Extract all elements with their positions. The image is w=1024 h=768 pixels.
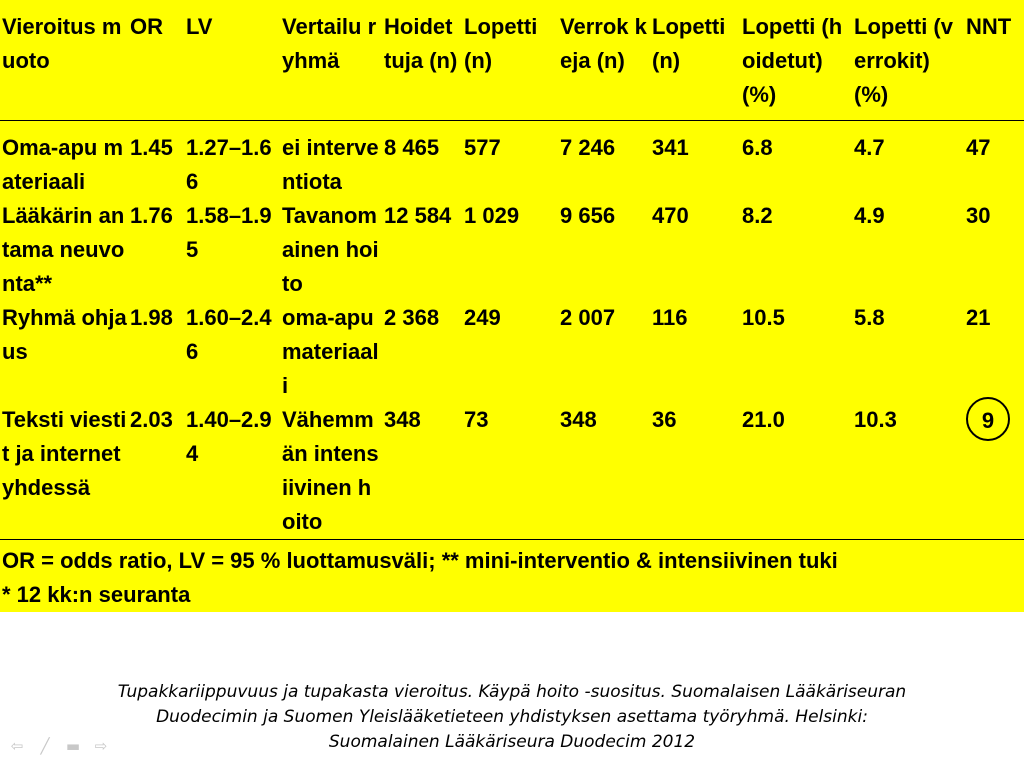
header-lv: LV <box>186 14 213 39</box>
cell-quit-controls-n: 470 <box>652 203 689 228</box>
menu-icon[interactable]: ▬ <box>65 737 81 755</box>
table-footnotes <box>0 540 1024 612</box>
cell-controls-n: 7 246 <box>560 135 616 160</box>
cell-or: 1.76 <box>130 203 173 228</box>
cell-lv: 1.40–2.94 <box>186 407 272 466</box>
arrow-left-icon[interactable]: ⇦ <box>10 737 24 755</box>
cell-quit-controls-n: 341 <box>652 135 689 160</box>
cell-quit-treated-n: 249 <box>464 305 501 330</box>
cell-method: Ryhmä ohjaus <box>2 305 127 364</box>
cell-comparison: Tavanomainen hoito <box>282 203 379 296</box>
cell-quit-controls-pct: 4.9 <box>854 203 885 228</box>
cell-quit-treated-n: 1 029 <box>464 203 520 228</box>
citation-line: Suomalainen Lääkäriseura Duodecim 2012 <box>328 732 696 752</box>
table-header-row <box>0 0 1024 121</box>
table-row <box>0 121 1024 200</box>
nnt-highlight-circle: 9 <box>966 397 1010 441</box>
cell-quit-treated-n: 577 <box>464 135 501 160</box>
header-nnt: NNT <box>966 14 1012 39</box>
cell-or: 1.98 <box>130 305 173 330</box>
cell-lv: 1.60–2.46 <box>186 305 272 364</box>
cell-quit-treated-n: 73 <box>464 407 489 432</box>
table-row <box>0 301 1024 403</box>
pen-icon[interactable]: ╱ <box>40 737 50 755</box>
citation-line: Tupakkariippuvuus ja tupakasta vieroitus. Käypä hoito -suositus. Suomalaisen Lääkäriseuran <box>117 682 907 702</box>
cell-quit-treated-pct: 8.2 <box>742 203 773 228</box>
cell-quit-treated-pct: 10.5 <box>742 305 785 330</box>
cell-quit-controls-n: 36 <box>652 407 677 432</box>
slide-navigation <box>8 737 110 755</box>
source-citation <box>0 680 1024 755</box>
cell-quit-controls-pct: 4.7 <box>854 135 885 160</box>
cell-nnt: 21 <box>966 305 991 330</box>
cell-method: Teksti viestit ja internet yhdessä <box>2 407 127 500</box>
header-vieroitusmuoto: Vieroitus muoto <box>2 14 122 73</box>
footnote-abbreviations: OR = odds ratio, LV = 95 % luottamusväli; ** mini-interventio & intensiivinen tuki <box>2 548 838 573</box>
cell-method: Oma-apu materiaali <box>2 135 124 194</box>
cell-comparison: ei interventiota <box>282 135 379 194</box>
cell-treated-n: 8 465 <box>384 135 440 160</box>
cell-nnt: 30 <box>966 203 991 228</box>
header-lopetti-verrokit-pct: Lopetti (verrokit) (%) <box>854 14 953 107</box>
header-vertailuryhma: Vertailu ryhmä <box>282 14 377 73</box>
header-lopetti-hoidetut-pct: Lopetti (hoidetut) (%) <box>742 14 843 107</box>
header-verrokit-n: Verrok keja (n) <box>560 14 647 73</box>
cell-controls-n: 2 007 <box>560 305 616 330</box>
cell-nnt <box>964 403 1024 540</box>
cell-quit-controls-pct: 5.8 <box>854 305 885 330</box>
cell-or: 1.45 <box>130 135 173 160</box>
cell-treated-n: 12 584 <box>384 203 452 228</box>
cell-quit-treated-pct: 6.8 <box>742 135 773 160</box>
table-row <box>0 199 1024 301</box>
cell-comparison: oma-apumateriaali <box>282 305 379 398</box>
header-lopetti-hoidetut-n: Lopetti (n) <box>464 14 538 73</box>
cell-treated-n: 2 368 <box>384 305 440 330</box>
footnote-follow-up: * 12 kk:n seuranta <box>2 582 191 607</box>
header-hoidetut-n: Hoidet tuja (n) <box>384 14 458 73</box>
cell-treated-n: 348 <box>384 407 421 432</box>
cell-or: 2.03 <box>130 407 173 432</box>
table-row <box>0 403 1024 540</box>
header-or: OR <box>130 14 163 39</box>
cell-comparison: Vähemmän intensiivinen hoito <box>282 407 379 534</box>
cell-quit-controls-n: 116 <box>652 305 688 330</box>
header-lopetti-verrokit-n: Lopetti (n) <box>652 14 726 73</box>
cell-quit-controls-pct: 10.3 <box>854 407 897 432</box>
cell-nnt: 47 <box>966 135 991 160</box>
cell-method: Lääkärin antama neuvonta** <box>2 203 125 296</box>
cell-controls-n: 348 <box>560 407 597 432</box>
cell-lv: 1.27–1.66 <box>186 135 272 194</box>
arrow-right-icon[interactable]: ⇨ <box>94 737 108 755</box>
citation-line: Duodecimin ja Suomen Yleislääketieteen yhdistyksen asettama työryhmä. Helsinki: <box>156 707 868 727</box>
cell-lv: 1.58–1.95 <box>186 203 272 262</box>
cell-quit-treated-pct: 21.0 <box>742 407 785 432</box>
cell-controls-n: 9 656 <box>560 203 616 228</box>
